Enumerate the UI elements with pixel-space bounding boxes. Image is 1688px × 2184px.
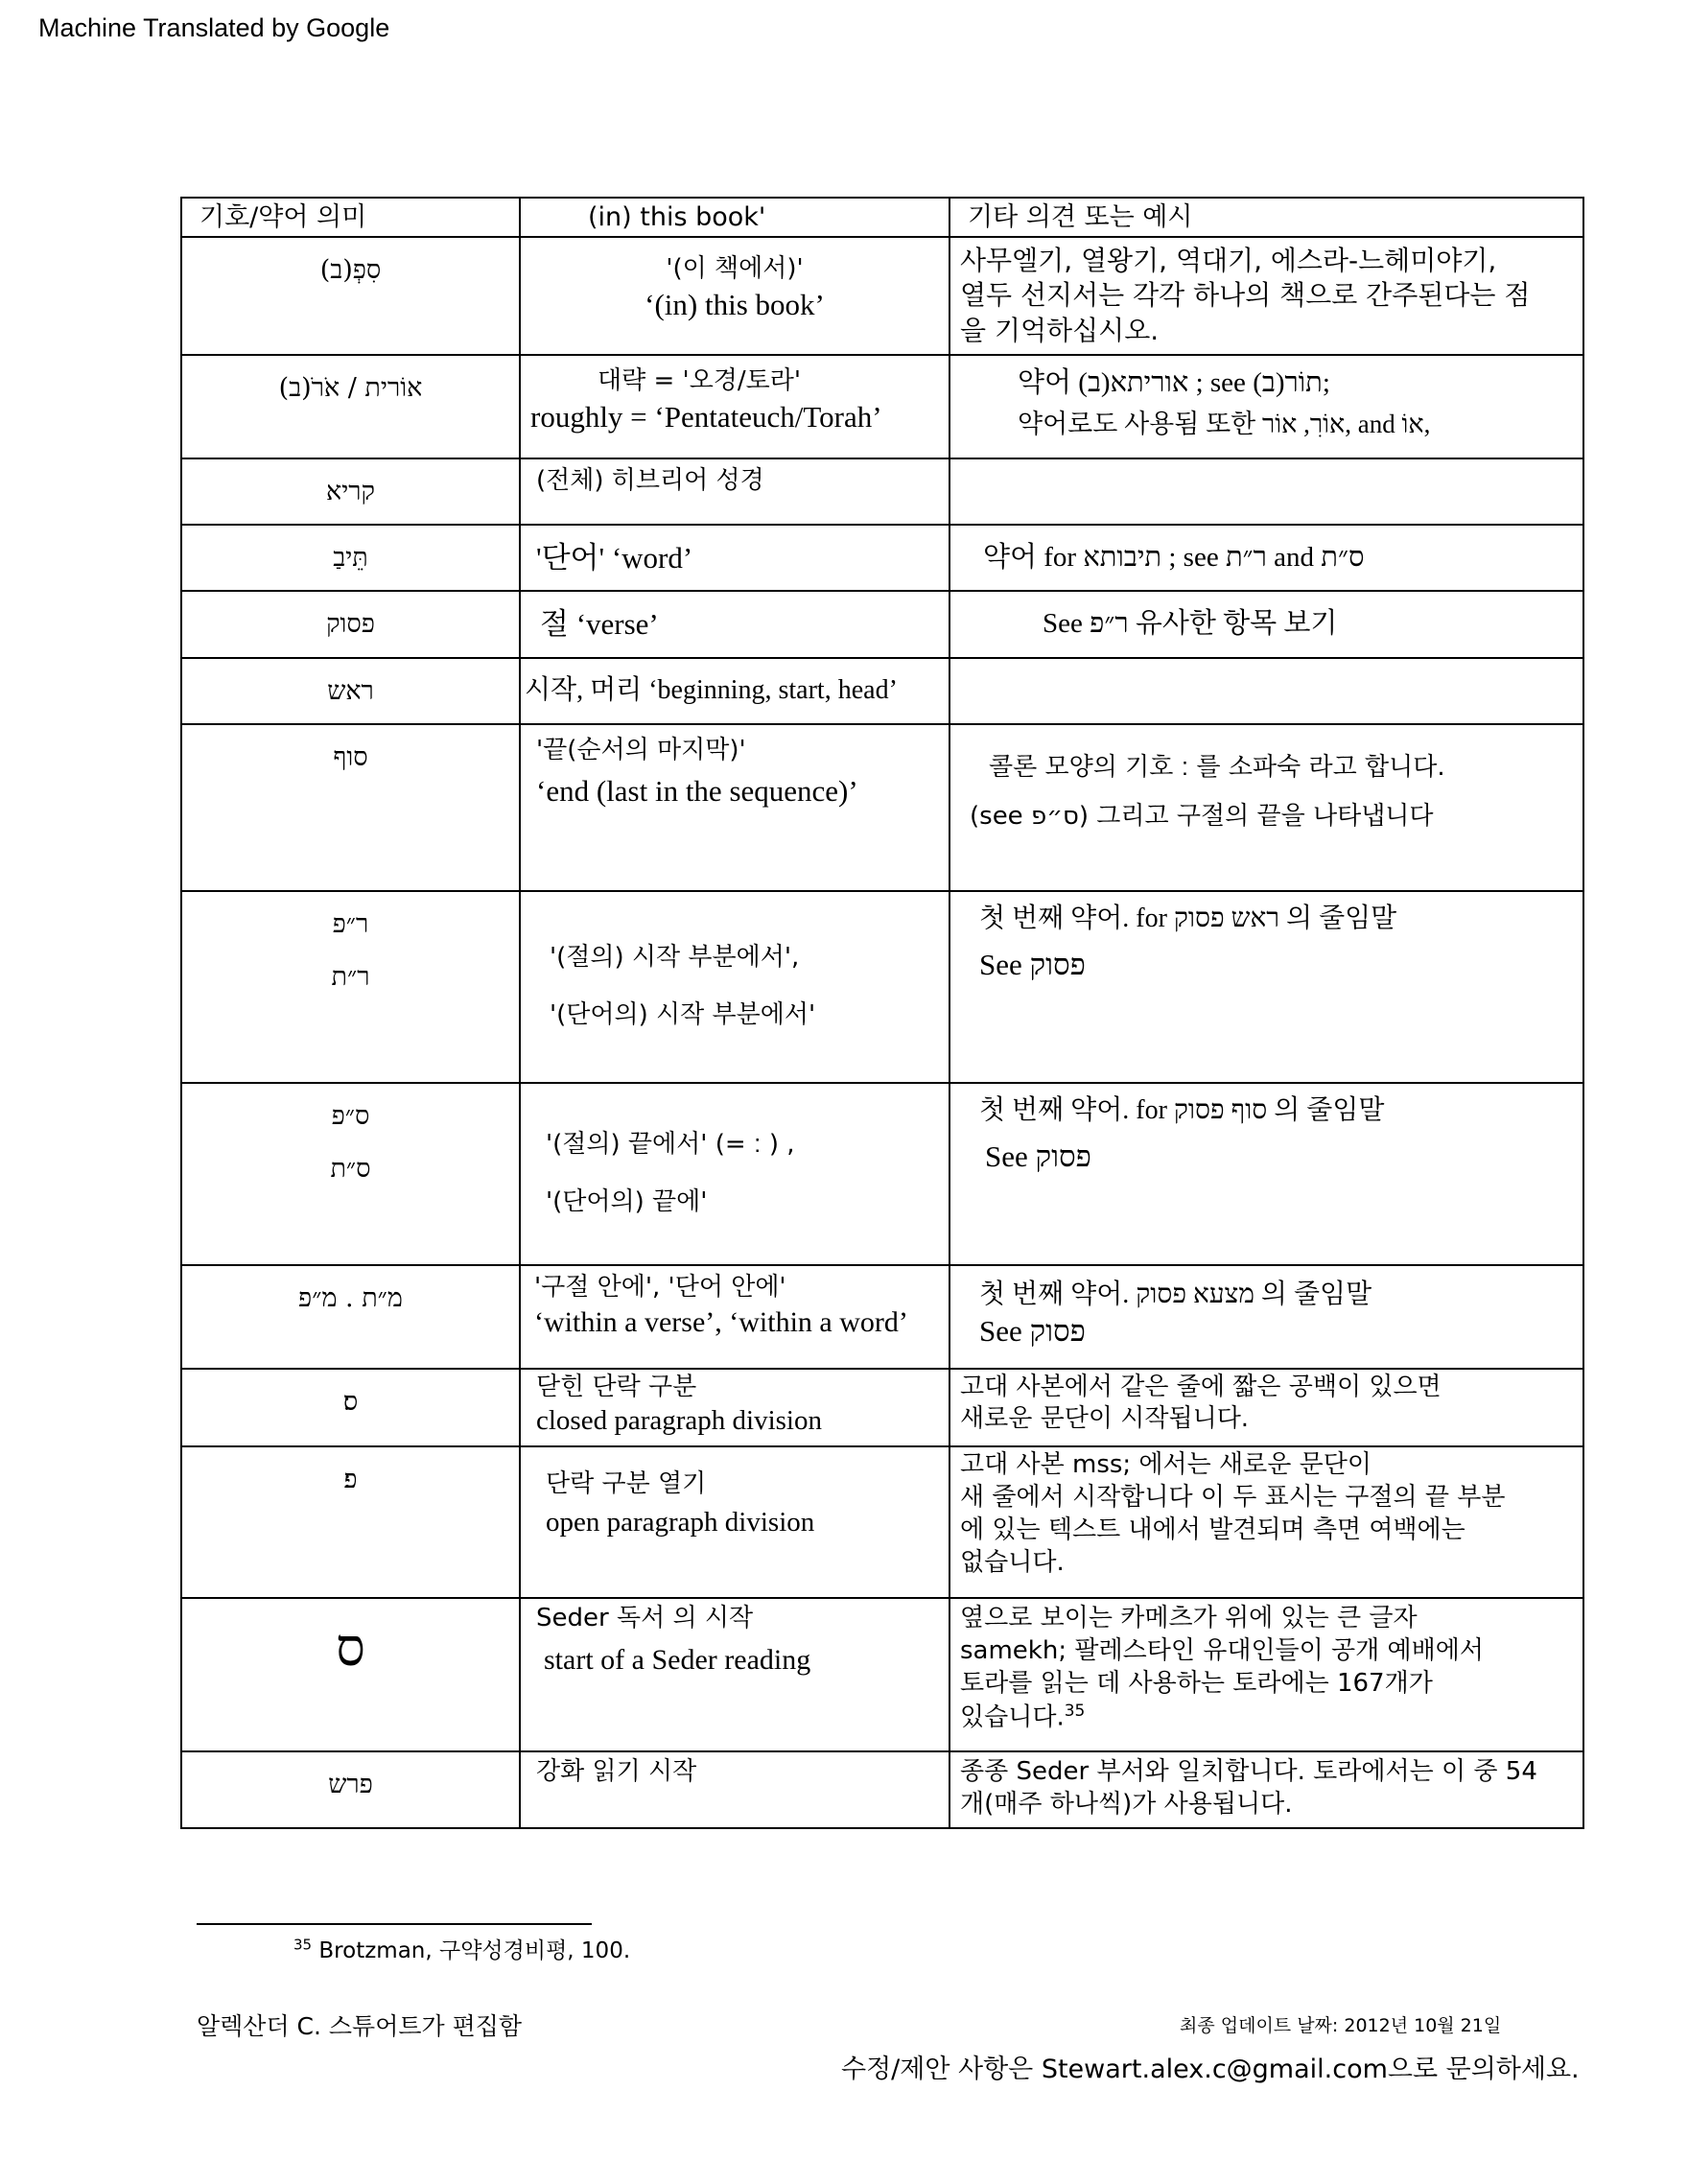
meaning-en: open paragraph division	[546, 1506, 815, 1538]
hebrew-symbol: ר״פ	[332, 908, 369, 939]
comment-cell	[950, 1369, 1583, 1446]
table-row	[181, 1265, 1583, 1369]
header-comment: 기타 의견 또는 예시	[950, 198, 1583, 237]
comment-cell	[950, 591, 1583, 657]
meaning-cell	[520, 525, 950, 591]
symbol-cell	[181, 1751, 520, 1828]
table-row	[181, 1598, 1583, 1751]
comment-line: 첫 번째 약어. מצעא פסוק 의 줄임말	[979, 1279, 1372, 1309]
last-updated: 최종 업데이트 날짜: 2012년 10월 21일	[1180, 2015, 1502, 2036]
meaning-en: closed paragraph division	[536, 1405, 822, 1437]
comment-line: 을 기억하십시오.	[960, 314, 1160, 346]
comment-cell	[950, 355, 1583, 458]
meaning-en: start of a Seder reading	[544, 1643, 811, 1676]
meaning-en: 시작, 머리 ‘beginning, start, head’	[525, 674, 898, 705]
hebrew-symbol: פ׃	[343, 1465, 358, 1495]
comment-line: 고대 사본에서 같은 줄에 짧은 공백이 있으면	[960, 1372, 1442, 1401]
symbol-cell	[181, 355, 520, 458]
hebrew-symbol: פרש	[328, 1770, 373, 1800]
meaning-en: ‘(in) this book’	[645, 287, 825, 321]
comment-line: 개(매주 하나씩)가 사용됩니다.	[960, 1789, 1293, 1819]
hebrew-symbol: סִפְ(ב)	[319, 255, 382, 286]
meaning-ko: 단락 구분 열기	[546, 1469, 707, 1499]
symbol-cell	[181, 1083, 520, 1265]
comment-line	[960, 1701, 1573, 1734]
table-row	[181, 237, 1583, 355]
meaning-ko: '(절의) 끝에서' (= ׃ ) ,	[546, 1129, 795, 1159]
meaning-en: ‘end (last in the sequence)’	[536, 774, 858, 809]
meaning-cell	[520, 1446, 950, 1598]
hebrew-symbol: ס׃	[342, 1386, 359, 1417]
comment-line: 새로운 문단이 시작됩니다.	[960, 1404, 1250, 1434]
comment-cell	[950, 1446, 1583, 1598]
comment-line: 약어 for תיבותא ; see ר״ת and ס״ת	[983, 542, 1365, 574]
symbol-cell	[181, 237, 520, 355]
footnote	[293, 1933, 630, 1964]
table-row	[181, 1369, 1583, 1446]
meaning-en: ‘within a verse’, ‘within a word’	[534, 1306, 908, 1339]
hebrew-symbol: מ״ת . מ״פ	[298, 1282, 403, 1313]
symbol-cell	[181, 458, 520, 525]
comment-line: samekh; 팔레스타인 유대인들이 공개 예배에서	[960, 1635, 1485, 1665]
meaning-cell	[520, 1083, 950, 1265]
hebrew-symbol: ר״ת	[331, 961, 370, 992]
meaning-en: roughly = ‘Pentateuch/Torah’	[530, 400, 882, 434]
comment-line: 첫 번째 약어. for סוף פסוק 의 줄임말	[979, 1094, 1385, 1125]
comment-cell	[950, 237, 1583, 355]
comment-text: 있습니다.	[960, 1703, 1065, 1732]
header-meaning: (in) this book'	[520, 198, 950, 237]
comment-cell	[950, 891, 1583, 1083]
comment-line: (see ס״פ) 그리고 구절의 끝을 나타냅니다	[970, 802, 1434, 832]
meaning-cell	[520, 591, 950, 657]
meaning-ko: '(절의) 시작 부분에서',	[550, 942, 800, 972]
editor-credit: 알렉산더 C. 스튜어트가 편집함	[197, 2012, 523, 2040]
comment-line: 옆으로 보이는 카메츠가 위에 있는 큰 글자	[960, 1604, 1418, 1633]
comment-line: 약어 אוריתא(ב) ; see תוֹר(ב);	[1018, 367, 1330, 399]
comment-cell	[950, 1598, 1583, 1751]
meaning-cell	[520, 355, 950, 458]
table-row	[181, 1446, 1583, 1598]
hebrew-symbol: ס״ת	[330, 1153, 371, 1184]
comment-line: 새 줄에서 시작합니다 이 두 표시는 구절의 끝 부분	[960, 1482, 1506, 1512]
table-row	[181, 1083, 1583, 1265]
meaning-ko: '(단어의) 시작 부분에서'	[550, 999, 816, 1029]
comment-line: See ר״פ 유사한 항목 보기	[1043, 608, 1338, 640]
comment-line: 없습니다.	[960, 1547, 1065, 1577]
header-symbol: 기호/약어 의미	[181, 198, 520, 237]
meaning-cell	[520, 1265, 950, 1369]
meaning-ko: 강화 읽기 시작	[536, 1757, 697, 1787]
meaning-en: 절 ‘verse’	[540, 606, 659, 641]
comment-cell	[950, 724, 1583, 891]
comment-line: See פסוק	[979, 1314, 1086, 1349]
comment-line: 열두 선지서는 각각 하나의 책으로 간주된다는 점	[960, 279, 1531, 312]
meaning-cell	[520, 891, 950, 1083]
table-header-row	[181, 198, 1583, 237]
hebrew-symbol: קריא	[326, 477, 375, 507]
meaning-cell	[520, 1598, 950, 1751]
comment-cell	[950, 458, 1583, 525]
meaning-ko: (전체) 히브리어 성경	[536, 466, 764, 496]
meaning-ko: 닫힌 단락 구분	[536, 1372, 697, 1401]
meaning-ko: '끝(순서의 마지막)'	[536, 735, 746, 764]
hebrew-symbol: פסוק	[326, 609, 375, 640]
meaning-cell	[520, 458, 950, 525]
table-row	[181, 658, 1583, 724]
abbreviation-table	[180, 197, 1584, 1829]
comment-cell	[950, 1265, 1583, 1369]
meaning-ko: '구절 안에', '단어 안에'	[534, 1272, 786, 1302]
comment-cell	[950, 1083, 1583, 1265]
table-row	[181, 355, 1583, 458]
meaning-cell	[520, 724, 950, 891]
footnote-divider	[197, 1923, 592, 1925]
table-row	[181, 891, 1583, 1083]
footnote-number: 35	[293, 1936, 313, 1954]
symbol-cell	[181, 1265, 520, 1369]
comment-line: 사무엘기, 열왕기, 역대기, 에스라-느헤미야기,	[960, 245, 1497, 277]
comment-cell	[950, 658, 1583, 724]
contact-line: 수정/제안 사항은 Stewart.alex.c@gmail.com으로 문의하세요.	[841, 2055, 1580, 2084]
table-row	[181, 525, 1583, 591]
meaning-cell	[520, 1751, 950, 1828]
hebrew-symbol: ס״פ	[331, 1100, 370, 1131]
symbol-cell	[181, 891, 520, 1083]
hebrew-symbol: ראש	[327, 675, 374, 706]
hebrew-symbol: ס	[336, 1617, 365, 1679]
comment-line: 첫 번째 약어. for ראש פסוק 의 줄임말	[979, 903, 1397, 933]
symbol-cell	[181, 1369, 520, 1446]
table-row	[181, 724, 1583, 891]
symbol-cell	[181, 724, 520, 891]
meaning-ko: Seder 독서 의 시작	[536, 1604, 754, 1633]
symbol-cell	[181, 525, 520, 591]
comment-line: See פסוק	[985, 1139, 1091, 1174]
symbol-cell	[181, 1446, 520, 1598]
symbol-cell	[181, 591, 520, 657]
comment-line: 고대 사본 mss; 에서는 새로운 문단이	[960, 1450, 1372, 1480]
table-row	[181, 1751, 1583, 1828]
hebrew-symbol: אוֹרית / אֹרֹ(ב)	[278, 373, 423, 404]
meaning-ko: '(이 책에서)'	[666, 254, 804, 284]
meaning-ko: '(단어의) 끝에'	[546, 1186, 708, 1216]
meaning-cell	[520, 658, 950, 724]
comment-cell	[950, 1751, 1583, 1828]
footnote-ref: 35	[1064, 1701, 1086, 1721]
symbol-cell	[181, 1598, 520, 1751]
footnote-text: Brotzman, 구약성경비평, 100.	[318, 1938, 631, 1963]
meaning-ko: 대략 = '오경/토라'	[598, 366, 802, 396]
meaning-en: '단어' ‘word’	[536, 540, 693, 575]
comment-line: 약어로도 사용됨 또한 אוֹרִ, אוֹר, and אוֹ,	[1018, 409, 1431, 438]
comment-line: 콜론 모양의 기호 ׃ 를 소파숙 라고 합니다.	[989, 752, 1445, 782]
comment-line: 종종 Seder 부서와 일치합니다. 토라에서는 이 중 54	[960, 1757, 1537, 1787]
comment-line: See פסוק	[979, 948, 1086, 982]
table-row	[181, 458, 1583, 525]
meaning-cell	[520, 1369, 950, 1446]
symbol-cell	[181, 658, 520, 724]
comment-line: 토라를 읽는 데 사용하는 토라에는 167개가	[960, 1668, 1433, 1698]
hebrew-symbol: תֵּיבַ	[333, 543, 368, 574]
hebrew-symbol: סוף	[333, 741, 368, 772]
meaning-cell	[520, 237, 950, 355]
machine-translation-note: Machine Translated by Google	[38, 13, 390, 42]
comment-line: 에 있는 텍스트 내에서 발견되며 측면 여백에는	[960, 1515, 1465, 1544]
table-row	[181, 591, 1583, 657]
comment-cell	[950, 525, 1583, 591]
